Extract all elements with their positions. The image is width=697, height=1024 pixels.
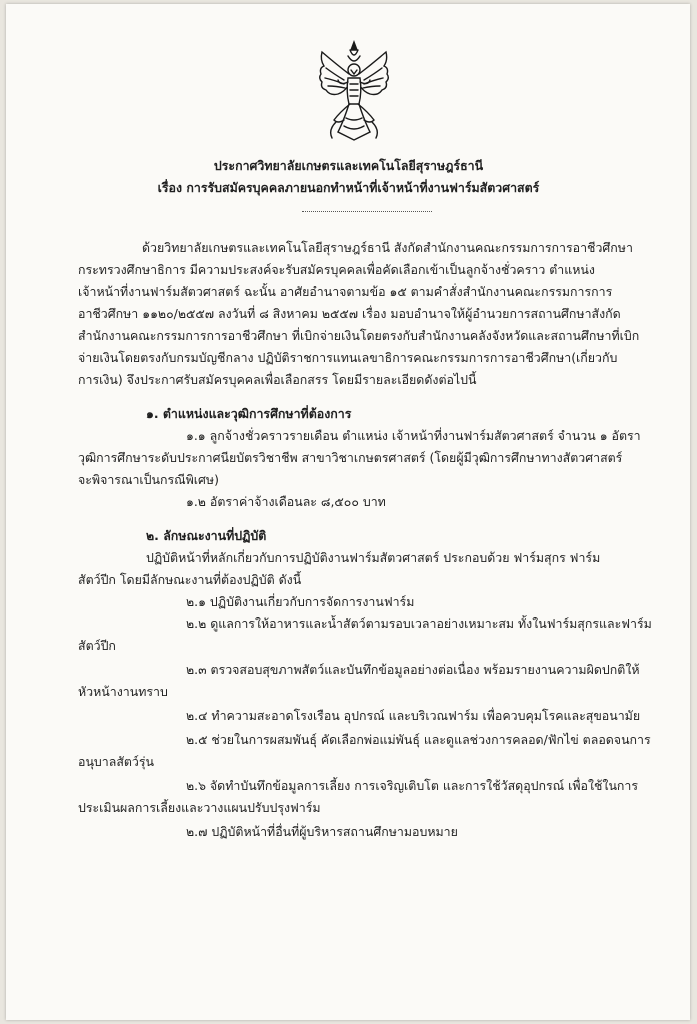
intro-line: การเงิน) จึงประกาศรับสมัครบุคคลเพื่อเลือกสรร โดยมีรายละเอียดดังต่อไปนี้ — [78, 372, 477, 387]
intro-line: อาชีวศึกษา ๑๑๒๐/๒๕๕๗ ลงวันที่ ๘ สิงหาคม ๒๕๕๗ เรื่อง มอบอำนาจให้ผู้อำนวยการสถานศึกษาสังกัด — [78, 306, 621, 321]
section-line: ปฏิบัติหน้าที่หลักเกี่ยวกับการปฏิบัติงานฟาร์มสัตวศาสตร์ ประกอบด้วย ฟาร์มสุกร ฟาร์ม — [146, 550, 601, 565]
section-line: สัตว์ปีก โดยมีลักษณะงานที่ต้องปฏิบัติ ดังนี้ — [78, 572, 302, 587]
section-line: ๑.๒ อัตราค่าจ้างเดือนละ ๘,๕๐๐ บาท — [186, 494, 386, 509]
section-line: ๒.๓ ตรวจสอบสุขภาพสัตว์และบันทึกข้อมูลอย่างต่อเนื่อง พร้อมรายงานความผิดปกติให้ — [186, 662, 640, 677]
section-line: ประเมินผลการเลี้ยงและวางแผนปรับปรุงฟาร์ม — [78, 800, 321, 815]
announcement-subject: เรื่อง การรับสมัครบุคคลภายนอกทำหน้าที่เจ้าหน้าที่งานฟาร์มสัตวศาสตร์ — [157, 180, 540, 195]
intro-line: สำนักงานคณะกรรมการการอาชีวศึกษา ที่เบิกจ่ายเงินโดยตรงกับสำนักงานคลังจังหวัดและสถานศึกษาที่เบิก — [78, 328, 640, 343]
section-line: หัวหน้างานทราบ — [78, 684, 168, 699]
section-line: ๒.๖ จัดทำบันทึกข้อมูลการเลี้ยง การเจริญเติบโต และการใช้วัสดุอุปกรณ์ เพื่อใช้ในการ — [186, 778, 639, 793]
section-line: ๒.๔ ทำความสะอาดโรงเรือน อุปกรณ์ และบริเวณฟาร์ม เพื่อควบคุมโรคและสุขอนามัย — [186, 708, 641, 723]
section-line: จะพิจารณาเป็นกรณีพิเศษ) — [78, 472, 219, 487]
intro-line: กระทรวงศึกษาธิการ มีความประสงค์จะรับสมัครบุคคลเพื่อคัดเลือกเข้าเป็นลูกจ้างชั่วคราว ตำแหน่ง — [78, 262, 595, 277]
title-divider — [302, 211, 432, 212]
garuda-emblem-icon — [316, 40, 392, 144]
section-line: ๒.๗ ปฏิบัติหน้าที่อื่นที่ผู้บริหารสถานศึกษามอบหมาย — [186, 824, 458, 839]
intro-line: เจ้าหน้าที่งานฟาร์มสัตวศาสตร์ ฉะนั้น อาศัยอำนาจตามข้อ ๑๕ ตามคำสั่งสำนักงานคณะกรรมการการ — [78, 284, 613, 299]
section-heading: ๑. ตำแหน่งและวุฒิการศึกษาที่ต้องการ — [146, 406, 352, 421]
section-line: วุฒิการศึกษาระดับประกาศนียบัตรวิชาชีพ สาขาวิชาเกษตรศาสตร์ (โดยผู้มีวุฒิการศึกษาทางสัตวศาสตร์ — [78, 450, 623, 465]
section-line: ๑.๑ ลูกจ้างชั่วคราวรายเดือน ตำแหน่ง เจ้าหน้าที่งานฟาร์มสัตวศาสตร์ จำนวน ๑ อัตรา — [186, 428, 641, 443]
document-page — [6, 4, 690, 1020]
section-line: อนุบาลสัตว์รุ่น — [78, 754, 155, 769]
section-line: ๒.๑ ปฏิบัติงานเกี่ยวกับการจัดการงานฟาร์ม — [186, 594, 415, 609]
section-line: ๒.๕ ช่วยในการผสมพันธุ์ คัดเลือกพ่อแม่พันธุ์ และดูแลช่วงการคลอด/ฟักไข่ ตลอดจนการ — [186, 732, 651, 747]
section-heading: ๒. ลักษณะงานที่ปฏิบัติ — [146, 528, 267, 543]
intro-line: ด้วยวิทยาลัยเกษตรและเทคโนโลยีสุราษฎร์ธานี สังกัดสำนักงานคณะกรรมการการอาชีวศึกษา — [142, 240, 633, 255]
section-line: ๒.๒ ดูแลการให้อาหารและน้ำสัตว์ตามรอบเวลาอย่างเหมาะสม ทั้งในฟาร์มสุกรและฟาร์ม — [186, 616, 652, 631]
intro-line: จ่ายเงินโดยตรงกับกรมบัญชีกลาง ปฏิบัติราชการแทนเลขาธิการคณะกรรมการการอาชีวศึกษา(เกี่ยวกับ — [78, 350, 618, 365]
announcement-title: ประกาศวิทยาลัยเกษตรและเทคโนโลยีสุราษฎร์ธานี — [213, 158, 484, 173]
section-line: สัตว์ปีก — [78, 638, 116, 653]
